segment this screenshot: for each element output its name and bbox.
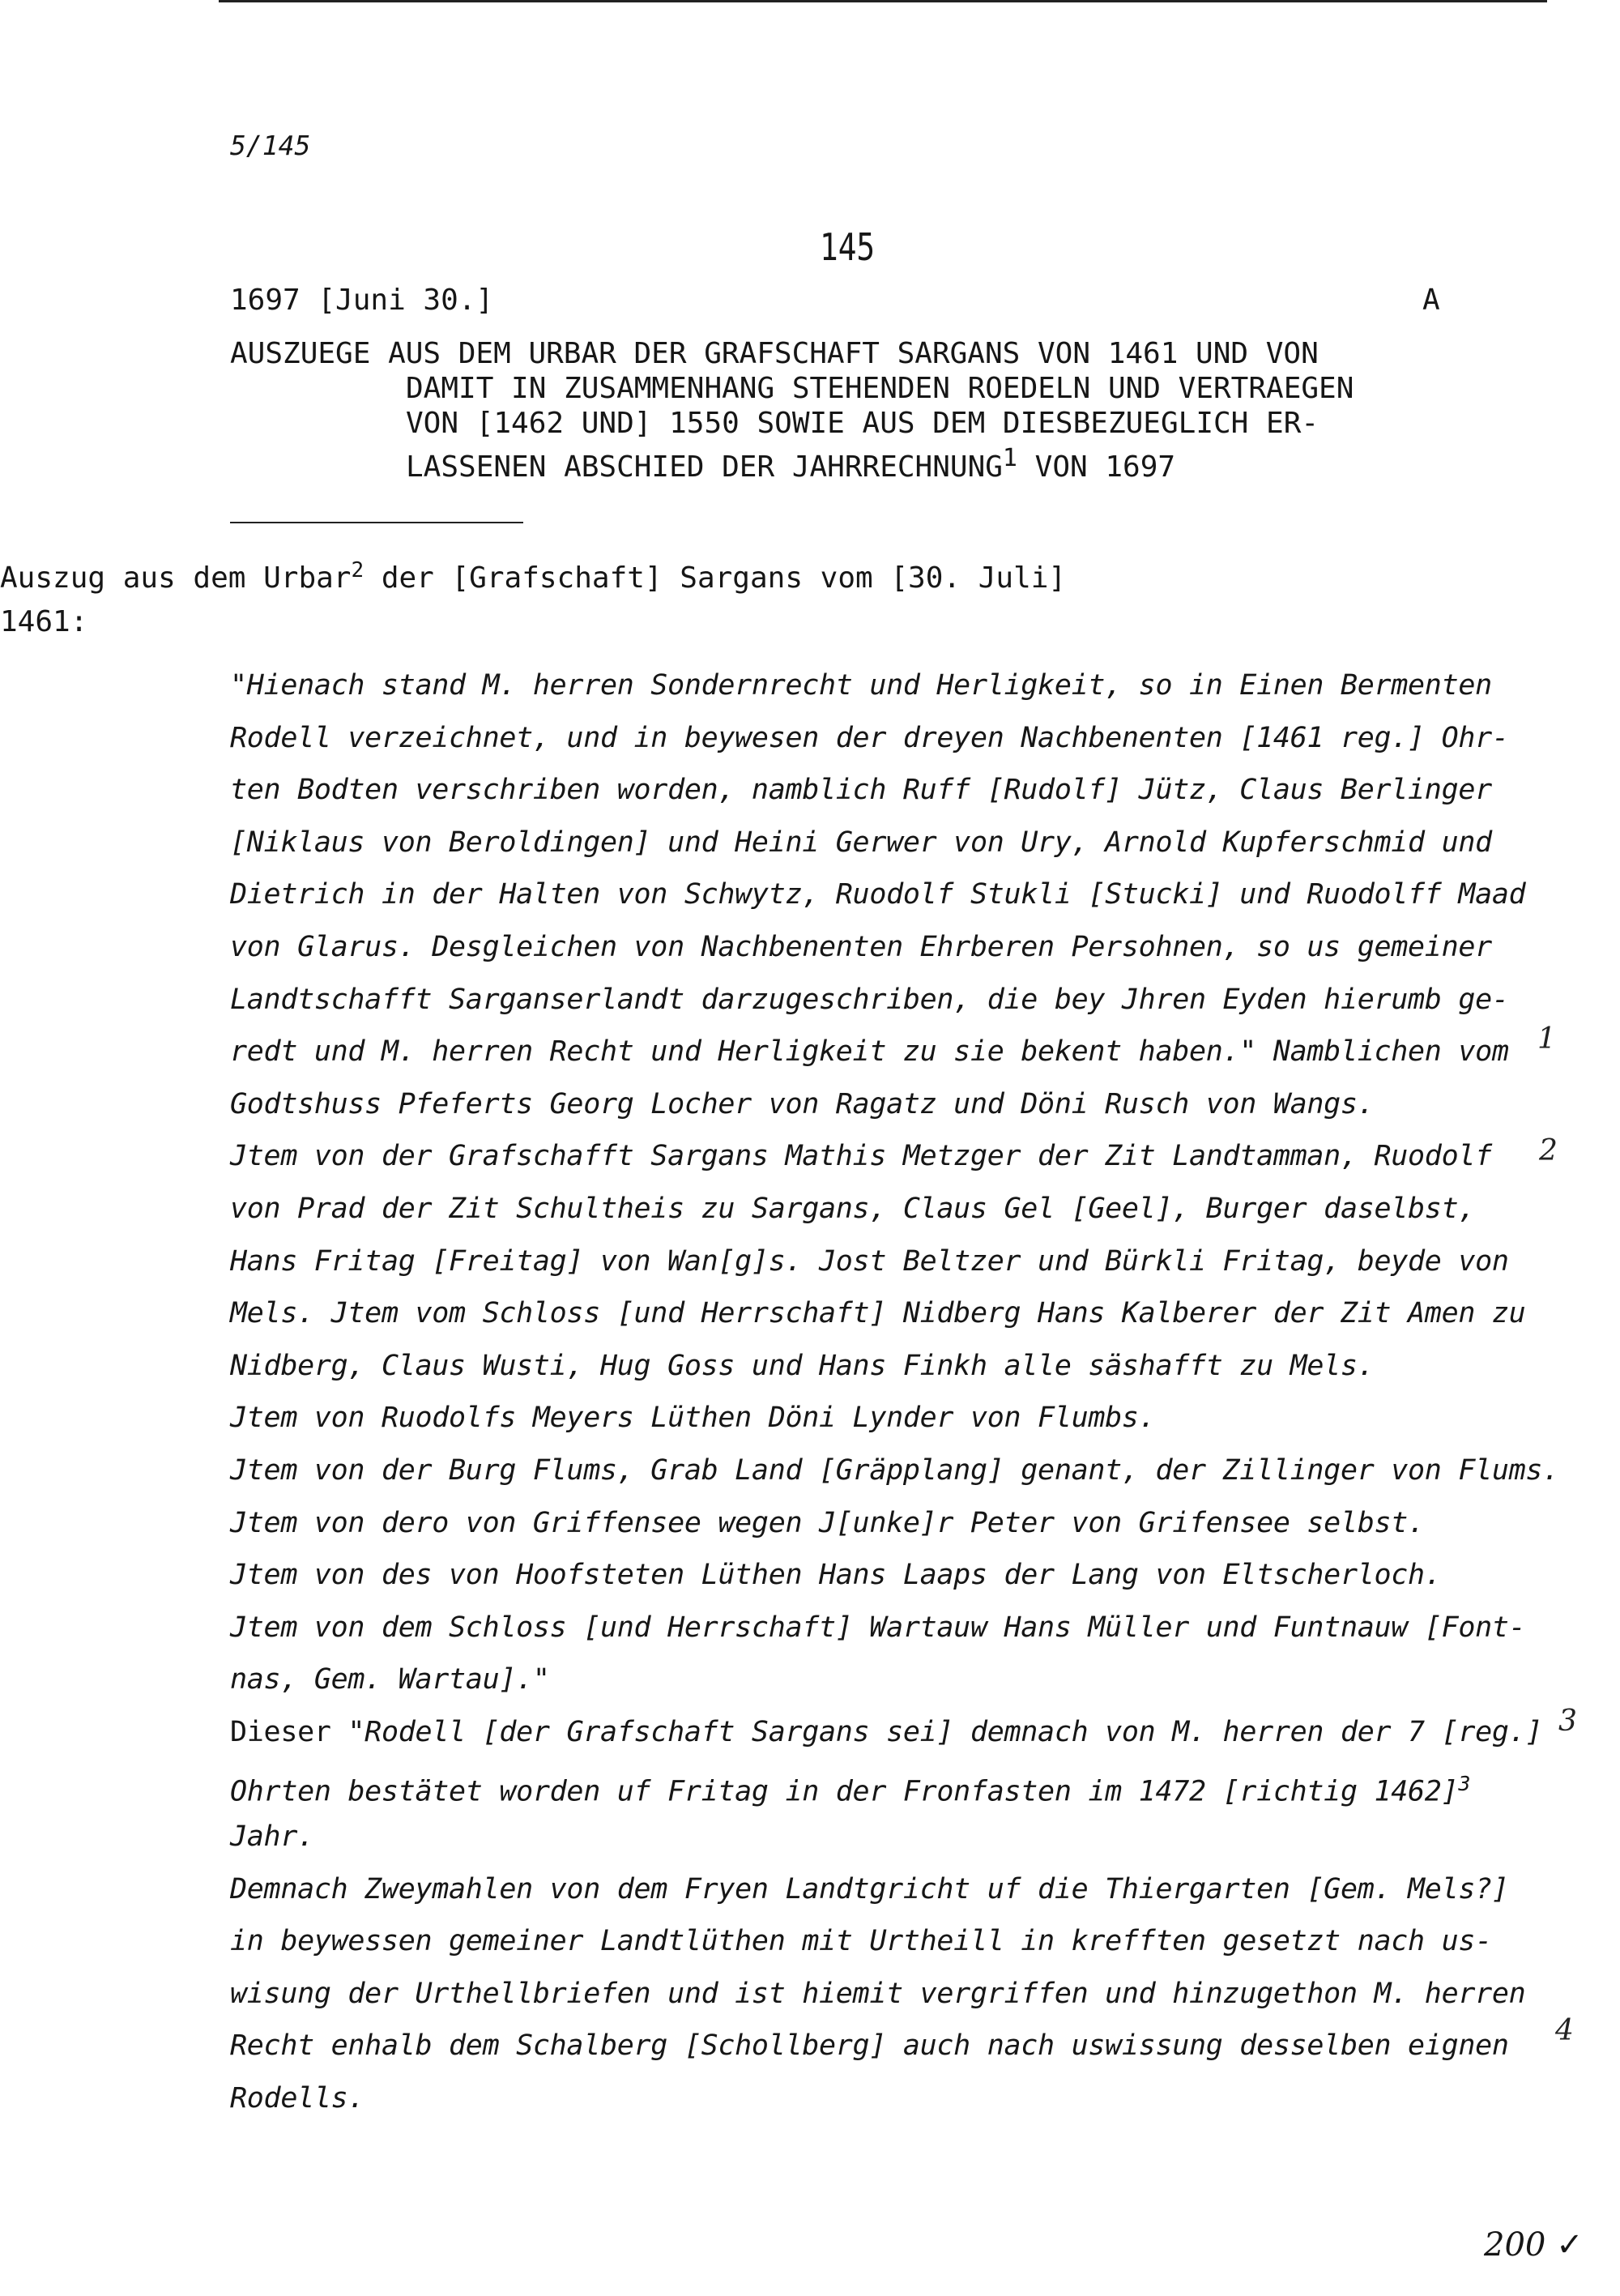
margin-note-4: 4 <box>1555 2014 1574 2047</box>
heading-footnote-ref: 1 <box>1002 444 1017 472</box>
text-line: Jtem von des von Hoofsteten Lüthen Hans Laaps der Lang von Eltscherloch. <box>230 1559 1442 1592</box>
text-line: Demnach Zweymahlen von dem Fryen Landtgricht uf die Thiergarten [Gem. Mels?] <box>230 1872 1509 1906</box>
handwritten-page-mark <box>1484 2226 1584 2264</box>
bestaetet-text: Ohrten bestätet worden uf Fritag in der Fronfasten im 1472 [richtig 1462] <box>230 1776 1459 1809</box>
text-line: Jtem von dem Schloss [und Herrschaft] Wartauw Hans Müller und Funtnauw [Font- <box>230 1611 1526 1644</box>
heading-line-1: AUSZUEGE AUS DEM URBAR DER GRAFSCHAFT SARGANS VON 1461 UND VON <box>230 337 1319 370</box>
date-line: 1697 [Juni 30.] <box>230 284 494 317</box>
heading-line-4 <box>230 441 1354 484</box>
dieser-rest: "Rodell [der Grafschaft Sargans sei] demnach von M. herren der 7 [reg.] <box>330 1715 1543 1748</box>
transcription-body <box>230 659 1559 2125</box>
text-line: [Niklaus von Beroldingen] und Heini Gerwer von Ury, Arnold Kupferschmid und <box>230 826 1492 859</box>
page-mark-number: 200 <box>1484 2226 1546 2264</box>
archive-reference: 5/145 <box>230 130 311 161</box>
category-letter: A <box>1422 284 1440 317</box>
text-line: Rodell verzeichnet, und in beywesen der dreyen Nachbenenten [1461 reg.] Ohr- <box>230 721 1509 754</box>
text-line: Nidberg, Claus Wusti, Hug Goss und Hans Finkh alle säshafft zu Mels. <box>230 1349 1375 1382</box>
lead-footnote-ref: 2 <box>351 558 364 583</box>
text-line: Rodells. <box>230 2082 365 2115</box>
lead-line-1 <box>0 544 1066 604</box>
text-line: ten Bodten verschriben worden, namblich Ruff [Rudolf] Jütz, Claus Berlinger <box>230 774 1492 807</box>
dieser-word: Dieser <box>230 1715 331 1748</box>
text-line: Hans Fritag [Freitag] von Wan[g]s. Jost Beltzer und Bürkli Fritag, beyde von <box>230 1244 1509 1278</box>
text-line: Jtem von der Grafschafft Sargans Mathis Metzger der Zit Landtamman, Ruodolf <box>230 1140 1492 1173</box>
text-line: Jtem von dero von Griffensee wegen J[unke]r Peter von Grifensee selbst. <box>230 1506 1425 1539</box>
top-border <box>219 0 1547 2</box>
text-line: Jtem von Ruodolfs Meyers Lüthen Döni Lynder von Flumbs. <box>230 1402 1156 1435</box>
text-line: Recht enhalb dem Schalberg [Schollberg] auch nach uswissung desselben eignen <box>230 2029 1509 2063</box>
text-line: "Hienach stand M. herren Sondernrecht und Herligkeit, so in Einen Bermenten <box>230 669 1492 702</box>
lead-line-2: 1461: <box>0 605 88 638</box>
document-number: 145 <box>820 225 876 269</box>
text-line: Jahr. <box>230 1820 314 1854</box>
text-line: Dietrich in der Halten von Schwytz, Ruodolf Stukli [Stucki] und Ruodolff Maad <box>230 878 1526 911</box>
text-line: Landtschafft Sarganserlandt darzugeschriben, die bey Jhren Eyden hierumb ge- <box>230 983 1509 1016</box>
text-line: nas, Gem. Wartau]." <box>230 1663 550 1696</box>
margin-note-3: 3 <box>1558 1705 1577 1738</box>
lead-text-1: Auszug aus dem Urbar <box>0 561 352 595</box>
bestaetet-footnote-ref: 3 <box>1458 1772 1471 1796</box>
text-line: Godtshuss Pfeferts Georg Locher von Ragatz und Döni Rusch von Wangs. <box>230 1087 1375 1120</box>
heading-line-4-text: LASSENEN ABSCHIED DER JAHRRECHNUNG <box>406 450 1003 484</box>
margin-note-2: 2 <box>1539 1134 1558 1167</box>
text-line-bestaetet <box>230 1758 1526 1811</box>
text-line: Jtem von der Burg Flums, Grab Land [Gräpplang] genant, der Zillinger von Flums. <box>230 1453 1559 1487</box>
text-line: von Glarus. Desgleichen von Nachbenenten Ehrberen Persohnen, so us gemeiner <box>230 930 1492 963</box>
margin-note-1: 1 <box>1537 1022 1556 1056</box>
heading-rule <box>230 522 523 523</box>
document-heading <box>230 336 1354 484</box>
text-line: Mels. Jtem vom Schloss [und Herrschaft] Nidberg Hans Kalberer der Zit Amen zu <box>230 1297 1526 1330</box>
text-line: redt und M. herren Recht und Herligkeit zu sie bekent haben." Namblichen vom <box>230 1035 1509 1069</box>
heading-line-4-tail: VON 1697 <box>1017 450 1176 484</box>
text-line: wisung der Urthellbriefen und ist hiemit vergriffen und hinzugethon M. herren <box>230 1977 1526 2010</box>
text-line: in beywessen gemeiner Landtlüthen mit Urtheill in krefften gesetzt nach us- <box>230 1925 1492 1958</box>
heading-line-2: DAMIT IN ZUSAMMENHANG STEHENDEN ROEDELN UND VERTRAEGEN <box>406 372 1354 405</box>
text-line-dieser <box>230 1706 1543 1759</box>
text-line: von Prad der Zit Schultheis zu Sargans, Claus Gel [Geel], Burger daselbst, <box>230 1192 1476 1225</box>
lead-text-2: der [Grafschaft] Sargans vom [30. Juli] <box>364 561 1067 595</box>
heading-line-3: VON [1462 UND] 1550 SOWIE AUS DEM DIESBEZUEGLICH ER- <box>406 407 1319 440</box>
check-mark-icon: ✓ <box>1556 2226 1584 2264</box>
